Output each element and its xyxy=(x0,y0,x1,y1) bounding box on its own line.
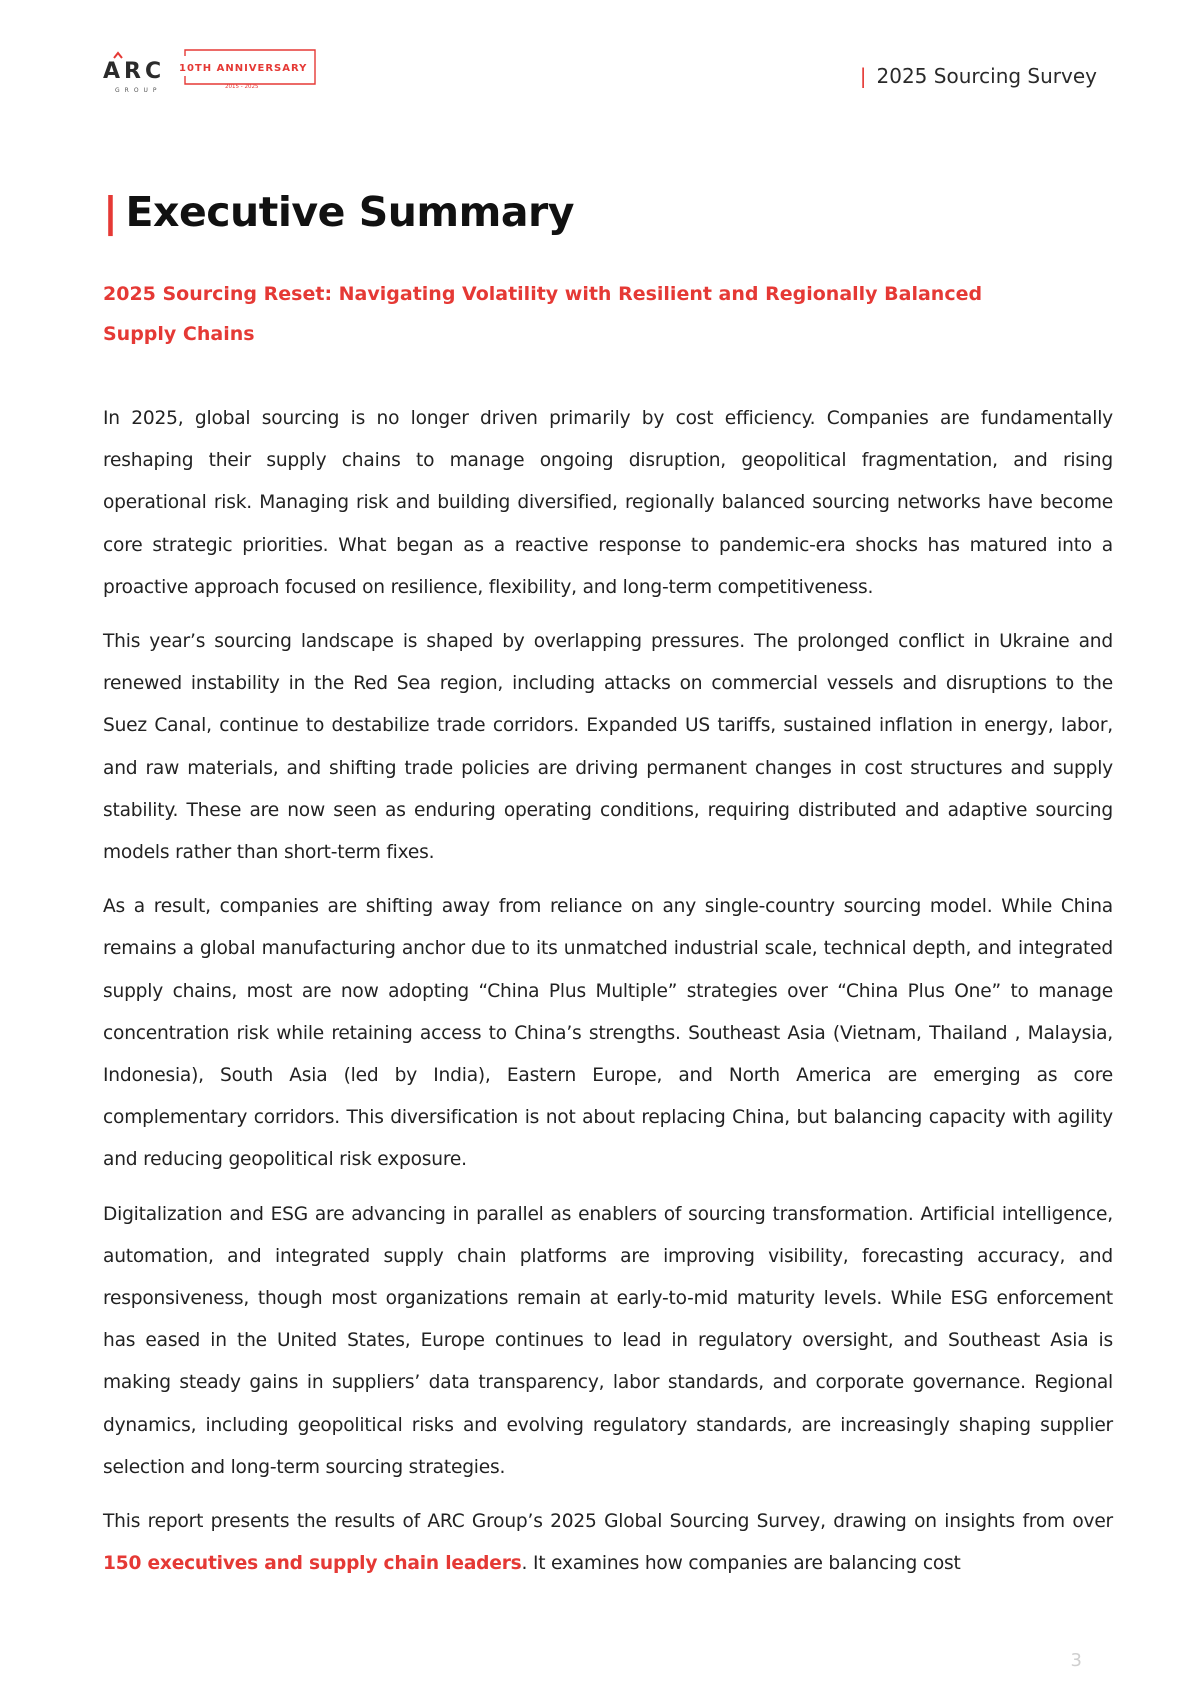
paragraph: As a result, companies are shifting away from reliance on any single-country sourcing model. While China remains a global manufacturing anchor due to its unmatched industrial scale, technical depth, and integrated supply chains, most are now adopting “China Plus Multiple” strategies over “China Plus One” to manage concentration risk while retaining access to China’s strengths. Southeast Asia (Vietnam, Thailand , Malaysia, Indonesia), South Asia (led by India), Eastern Europe, and North America are emerging as core complementary corridors. This diversification is not about replacing China, but balancing capacity with agility and reducing geopolitical risk exposure. xyxy=(103,896,1113,1171)
paragraph: Digitalization and ESG are advancing in parallel as enablers of sourcing transformation. Artificial intelligence, automation, and integrated supply chain platforms are improving visibility, forecasting accuracy, and responsiveness, though most organizations remain at early-to-mid maturity levels. While ESG enforcement has eased in the United States, Europe continues to lead in regulatory oversight, and Southeast Asia is making steady gains in suppliers’ data transparency, labor standards, and corporate governance. Regional dynamics, including geopolitical risks and evolving regulatory standards, are increasingly shaping supplier selection and long-term sourcing strategies. xyxy=(103,1203,1113,1478)
paragraph: In 2025, global sourcing is no longer driven primarily by cost efficiency. Companies are fundamentally reshaping their supply chains to manage ongoing disruption, geopolitical fragmentation, and rising operational risk. Managing risk and building diversified, regionally balanced sourcing networks have become core strategic priorities. What began as a reactive response to pandemic-era shocks has matured into a proactive approach focused on resilience, flexibility, and long-term competitiveness. xyxy=(103,408,1113,598)
last-paragraph xyxy=(103,1501,1113,1585)
logo-anniversary-years: 2015 - 2025 xyxy=(225,84,259,90)
page-title xyxy=(103,180,1113,244)
page-number: 3 xyxy=(1070,1650,1082,1671)
main-content xyxy=(103,180,1113,1597)
paragraph: This year’s sourcing landscape is shaped by overlapping pressures. The prolonged conflict in Ukraine and renewed instability in the Red Sea region, including attacks on commercial vessels and disruptions to the Suez Canal, continue to destabilize trade corridors. Expanded US tariffs, sustained inflation in energy, labor, and raw materials, and shifting trade policies are driving permanent changes in cost structures and supply stability. These are now seen as enduring operating conditions, requiring distributed and adaptive sourcing models rather than short-term fixes. xyxy=(103,631,1113,864)
highlight-executives: 150 executives and supply chain leaders xyxy=(103,1553,522,1575)
logo-group-text: GROUP xyxy=(115,87,162,94)
logo-anniversary-text: 10TH ANNIVERSARY xyxy=(179,63,308,74)
page-header xyxy=(103,44,1097,104)
last-paragraph-after: . It examines how companies are balancing cost xyxy=(521,1553,961,1575)
body-text xyxy=(103,398,1113,1585)
title-text: Executive Summary xyxy=(125,188,574,236)
logo-arc-text: ARC xyxy=(103,59,166,84)
report-name-text: 2025 Sourcing Survey xyxy=(876,64,1097,88)
report-name-bar: | xyxy=(859,64,867,88)
last-paragraph-before: This report presents the results of ARC Group’s 2025 Global Sourcing Survey, drawing on insights from over xyxy=(103,1511,1113,1533)
arc-group-logo xyxy=(103,44,333,104)
section-subtitle: 2025 Sourcing Reset: Navigating Volatility with Resilient and Regionally Balanced Supply Chains xyxy=(103,283,983,345)
report-name xyxy=(860,64,1097,88)
title-marker: | xyxy=(103,188,118,236)
arc-anniversary-logo-svg xyxy=(103,44,333,104)
